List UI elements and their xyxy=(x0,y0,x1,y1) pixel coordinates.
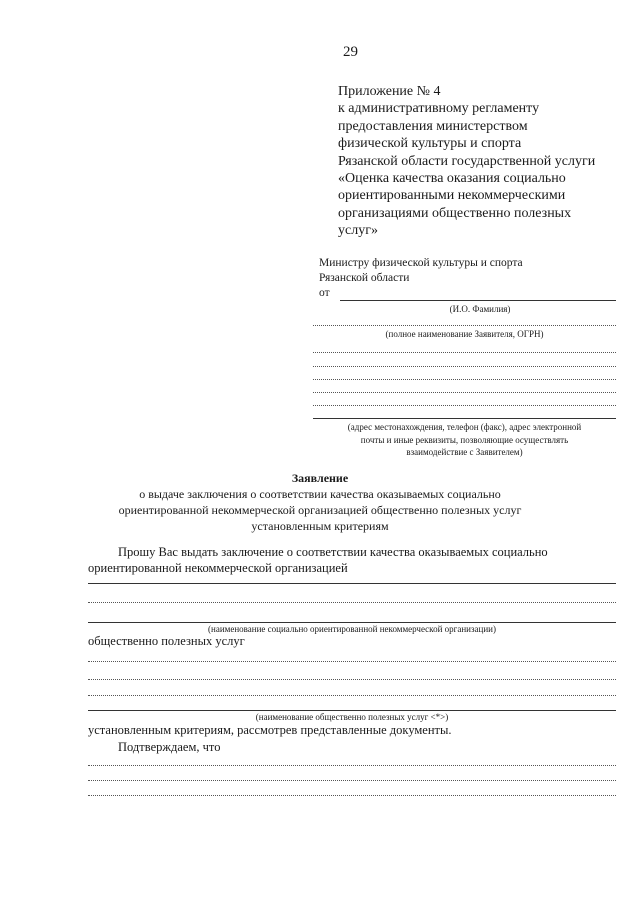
services-field-line[interactable] xyxy=(88,710,616,711)
fio-field-line[interactable] xyxy=(340,300,616,301)
address-field-line[interactable] xyxy=(313,405,616,406)
confirm-field-line[interactable] xyxy=(88,765,616,766)
caption-fio: (И.О. Фамилия) xyxy=(449,304,511,314)
statement-subtitle: установленным критериям xyxy=(251,519,389,533)
appendix-line: организациями общественно полезных xyxy=(338,205,572,221)
appendix-line: Приложение № 4 xyxy=(338,84,441,99)
confirm-text: Подтверждаем, что xyxy=(118,740,221,754)
caption-org: (наименование социально ориентированной некоммерческой организации) xyxy=(208,624,496,634)
appendix-line: ориентированными некоммерческими xyxy=(338,188,566,204)
statement-subtitle: ориентированной некоммерческой организацией общественно полезных услуг xyxy=(118,503,522,517)
caption-address xyxy=(313,421,616,459)
services-field-line[interactable] xyxy=(88,679,616,680)
appendix-line: Рязанской области государственной услуги xyxy=(338,153,596,169)
address-field-line[interactable] xyxy=(313,379,616,380)
from-label: от xyxy=(319,287,330,299)
statement-subtitle: о выдаче заключения о соответствии качества оказываемых социально xyxy=(139,487,501,501)
services-field-line[interactable] xyxy=(88,695,616,696)
appendix-line: предоставления министерством xyxy=(338,118,528,134)
page-number: 29 xyxy=(343,44,358,60)
address-field-line[interactable] xyxy=(313,392,616,393)
caption-services: (наименование общественно полезных услуг <*>) xyxy=(255,712,449,722)
address-field-line[interactable] xyxy=(313,418,616,419)
criteria-text: установленным критериям, рассмотрев представленные документы. xyxy=(88,723,452,737)
caption-applicant: (полное наименование Заявителя, ОГРН) xyxy=(385,329,544,339)
appendix-line: к административному регламенту xyxy=(338,101,540,117)
addressee-block xyxy=(319,256,523,301)
para1-line1: Прошу Вас выдать заключение о соответствии качества оказываемых социально xyxy=(118,545,548,559)
appendix-line: услуг» xyxy=(338,223,378,239)
para1-line2: ориентированной некоммерческой организацией xyxy=(88,561,348,575)
confirm-field-line[interactable] xyxy=(88,795,616,796)
address-field-line[interactable] xyxy=(313,366,616,367)
appendix-block xyxy=(338,83,595,240)
appendix-line: физической культуры и спорта xyxy=(338,136,522,152)
confirm-field-line[interactable] xyxy=(88,780,616,781)
addressee-line: Рязанской области xyxy=(319,272,410,284)
addressee-line: Министру физической культуры и спорта xyxy=(319,257,523,269)
services-field-line[interactable] xyxy=(88,661,616,662)
caption-address-line: почты и иные реквизиты, позволяющие осуществлять xyxy=(360,434,569,445)
org-field-line[interactable] xyxy=(88,583,616,584)
statement-title: Заявление xyxy=(291,471,349,485)
org-field-line[interactable] xyxy=(88,602,616,603)
address-field-line[interactable] xyxy=(313,352,616,353)
statement-title-block xyxy=(0,470,640,534)
org-field-line[interactable] xyxy=(88,622,616,623)
caption-address-line: (адрес местонахождения, телефон (факс), адрес электронной xyxy=(347,422,582,432)
appendix-line: «Оценка качества оказания социально xyxy=(338,171,566,187)
services-text: общественно полезных услуг xyxy=(88,634,245,648)
applicant-field-line[interactable] xyxy=(313,325,616,326)
caption-address-line: взаимодействие с Заявителем) xyxy=(406,447,523,457)
